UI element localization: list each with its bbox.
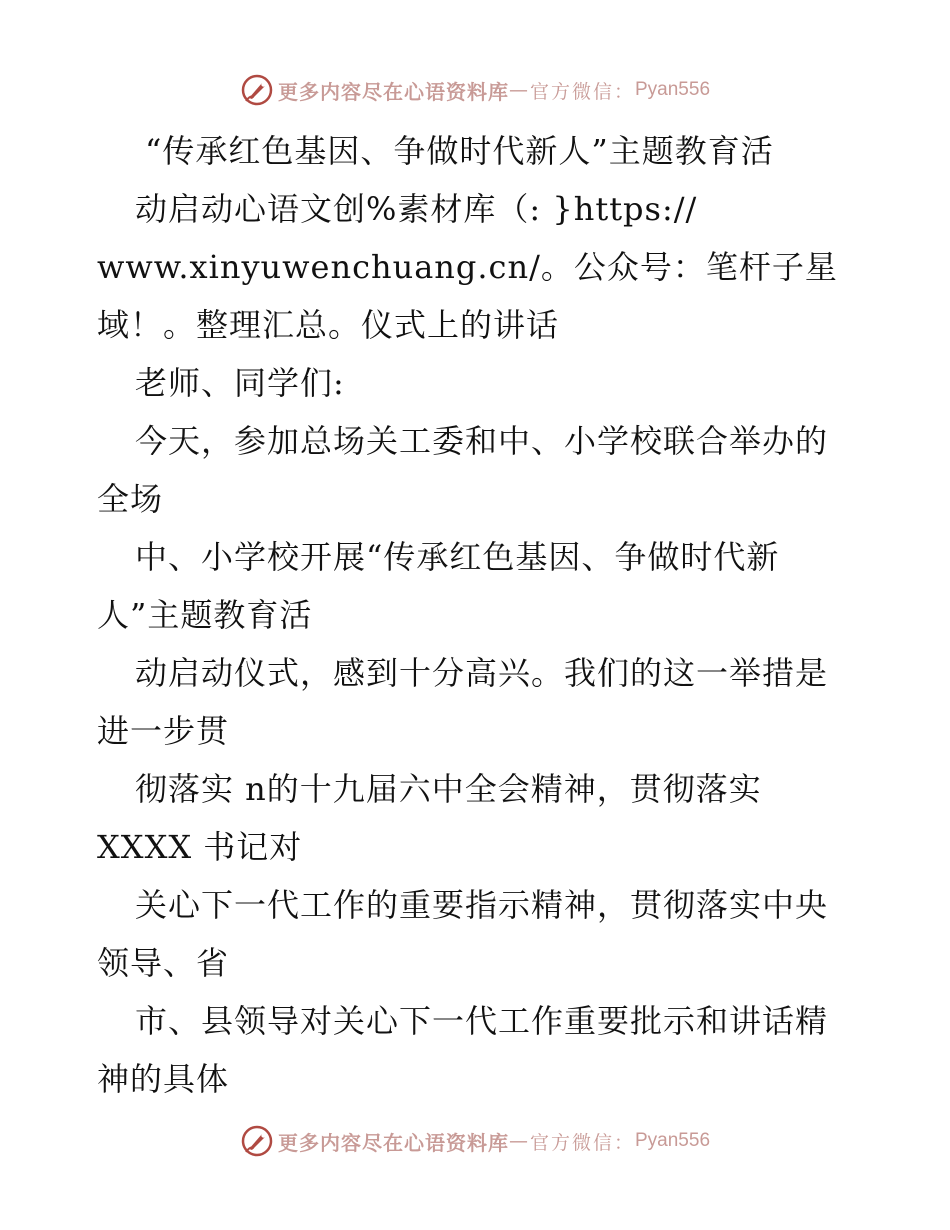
document-body bbox=[97, 122, 877, 1108]
watermark-separator: — bbox=[508, 79, 530, 101]
body-line: 全场 bbox=[97, 480, 164, 518]
body-line: 今天，参加总场关工委和中、小学校联合举办的 bbox=[135, 422, 829, 460]
body-line: 关心下一代工作的重要指示精神，贯彻落实中央 bbox=[135, 886, 829, 924]
watermark-separator: — bbox=[508, 1130, 530, 1152]
watermark-brand: 更多内容尽在心语资料库 bbox=[277, 1130, 509, 1155]
watermark-footer bbox=[0, 1121, 950, 1161]
watermark-header bbox=[0, 70, 950, 110]
body-line: 老师、同学们: bbox=[135, 364, 345, 402]
body-line: 动启动仪式，感到十分高兴。我们的这一举措是 bbox=[135, 654, 829, 692]
body-line: 神的具体 bbox=[97, 1060, 230, 1098]
body-line: 彻落实 n的十九届六中全会精神，贯彻落实 bbox=[135, 770, 762, 808]
body-line: 领导、省 bbox=[97, 944, 230, 982]
watermark-handle: Pyan556 bbox=[635, 1130, 711, 1151]
body-line: 域！。整理汇总。仪式上的讲话 bbox=[97, 306, 560, 344]
watermark-handle: Pyan556 bbox=[635, 79, 711, 100]
body-line: 人”主题教育活 bbox=[97, 596, 313, 634]
body-line: “传承红色基因、争做时代新人”主题教育活 bbox=[145, 132, 774, 170]
body-line: 市、县领导对关心下一代工作重要批示和讲话精 bbox=[135, 1002, 829, 1040]
watermark-official: 官方微信： bbox=[529, 80, 635, 103]
watermark-brand: 更多内容尽在心语资料库 bbox=[277, 79, 509, 104]
pen-nib-logo-icon bbox=[240, 1124, 274, 1158]
body-line: 进一步贯 bbox=[97, 712, 230, 750]
pen-nib-logo-icon bbox=[240, 73, 274, 107]
body-line: XXXX 书记对 bbox=[97, 828, 303, 866]
body-line: 中、小学校开展“传承红色基因、争做时代新 bbox=[135, 538, 780, 576]
watermark-official: 官方微信： bbox=[529, 1131, 635, 1154]
body-line: www.xinyuwenchuang.cn/。公众号：笔杆子星 bbox=[97, 248, 838, 286]
body-line: 动启动心语文创%素材库（: }https:// bbox=[135, 190, 698, 228]
